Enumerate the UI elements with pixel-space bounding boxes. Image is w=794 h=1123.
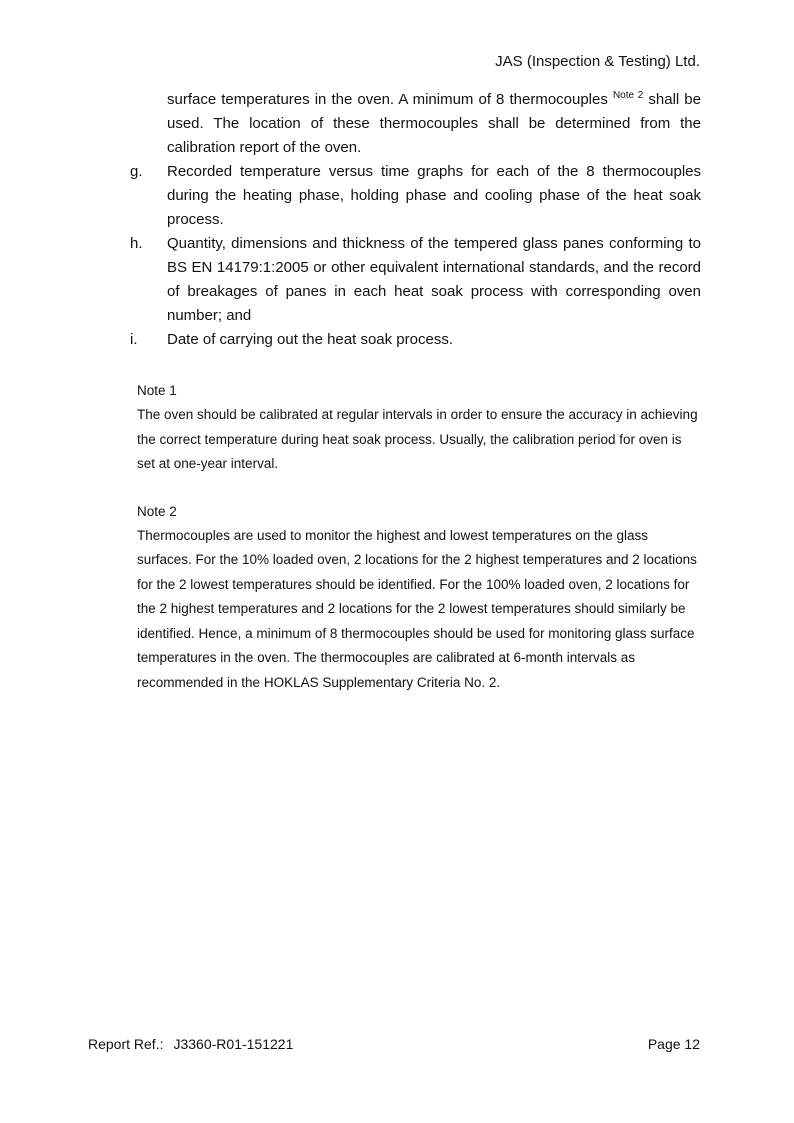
- report-reference: [88, 1036, 293, 1053]
- page-content: [130, 88, 701, 695]
- company-name: JAS (Inspection & Testing) Ltd.: [495, 53, 700, 70]
- list-text-i: Date of carrying out the heat soak process.: [167, 331, 453, 348]
- list-text-g: Recorded temperature versus time graphs for each of the 8 thermocouples during the heating phase, holding phase and cooling phase of the heat soak process.: [167, 163, 701, 228]
- intro-text-before: surface temperatures in the oven. A minimum of 8 thermocouples: [167, 91, 613, 108]
- note-1-text: The oven should be calibrated at regular intervals in order to ensure the accuracy in achieving the correct temperature during heat soak process. Usually, the calibration period for oven is set at one-year interval.: [137, 407, 698, 471]
- intro-paragraph: [167, 88, 701, 160]
- page-footer: [88, 1036, 700, 1053]
- note-2-block: [137, 500, 701, 696]
- note-2-title: Note 2: [137, 503, 177, 519]
- list-marker-g: g.: [130, 163, 143, 180]
- intro-text-after: shall be used. The location of these thermocouples shall be determined from the calibration report of the oven.: [167, 91, 701, 156]
- note-1-title: Note 1: [137, 383, 177, 398]
- list-marker-h: h.: [130, 235, 143, 252]
- note-2-text: Thermocouples are used to monitor the highest and lowest temperatures on the glass surfaces. For the 10% loaded oven, 2 locations for the 2 highest temperatures and 2 locations for the 2 lowest temperatures should be identified. For the 100% loaded oven, 2 locations for the 2 highest temperatures and 2 locations for the 2 lowest temperatures should similarly be identified. Hence, a minimum of 8 thermocouples should be used for monitoring glass surface temperatures in the oven. The thermocouples are calibrated at 6-month intervals as recommended in the HOKLAS Supplementary Criteria No. 2.: [137, 527, 697, 690]
- list-item-h: [130, 232, 701, 328]
- list-item-g: [130, 160, 701, 232]
- lettered-list: [130, 160, 701, 352]
- list-text-h: Quantity, dimensions and thickness of the tempered glass panes conforming to BS EN 14179:1:2005 or other equivalent international standards, and the record of breakages of panes in each heat soak process with corresponding oven number; and: [167, 235, 701, 324]
- list-marker-i: i.: [130, 331, 138, 348]
- page-header: [130, 53, 700, 71]
- page-number: Page 12: [647, 1036, 700, 1052]
- list-item-i: [130, 328, 701, 352]
- report-ref-value: J3360-R01-151221: [173, 1036, 294, 1052]
- report-ref-label: Report Ref.:: [88, 1036, 164, 1052]
- note-1-block: [137, 379, 701, 477]
- note-2-superscript-reference: Note 2: [612, 90, 644, 101]
